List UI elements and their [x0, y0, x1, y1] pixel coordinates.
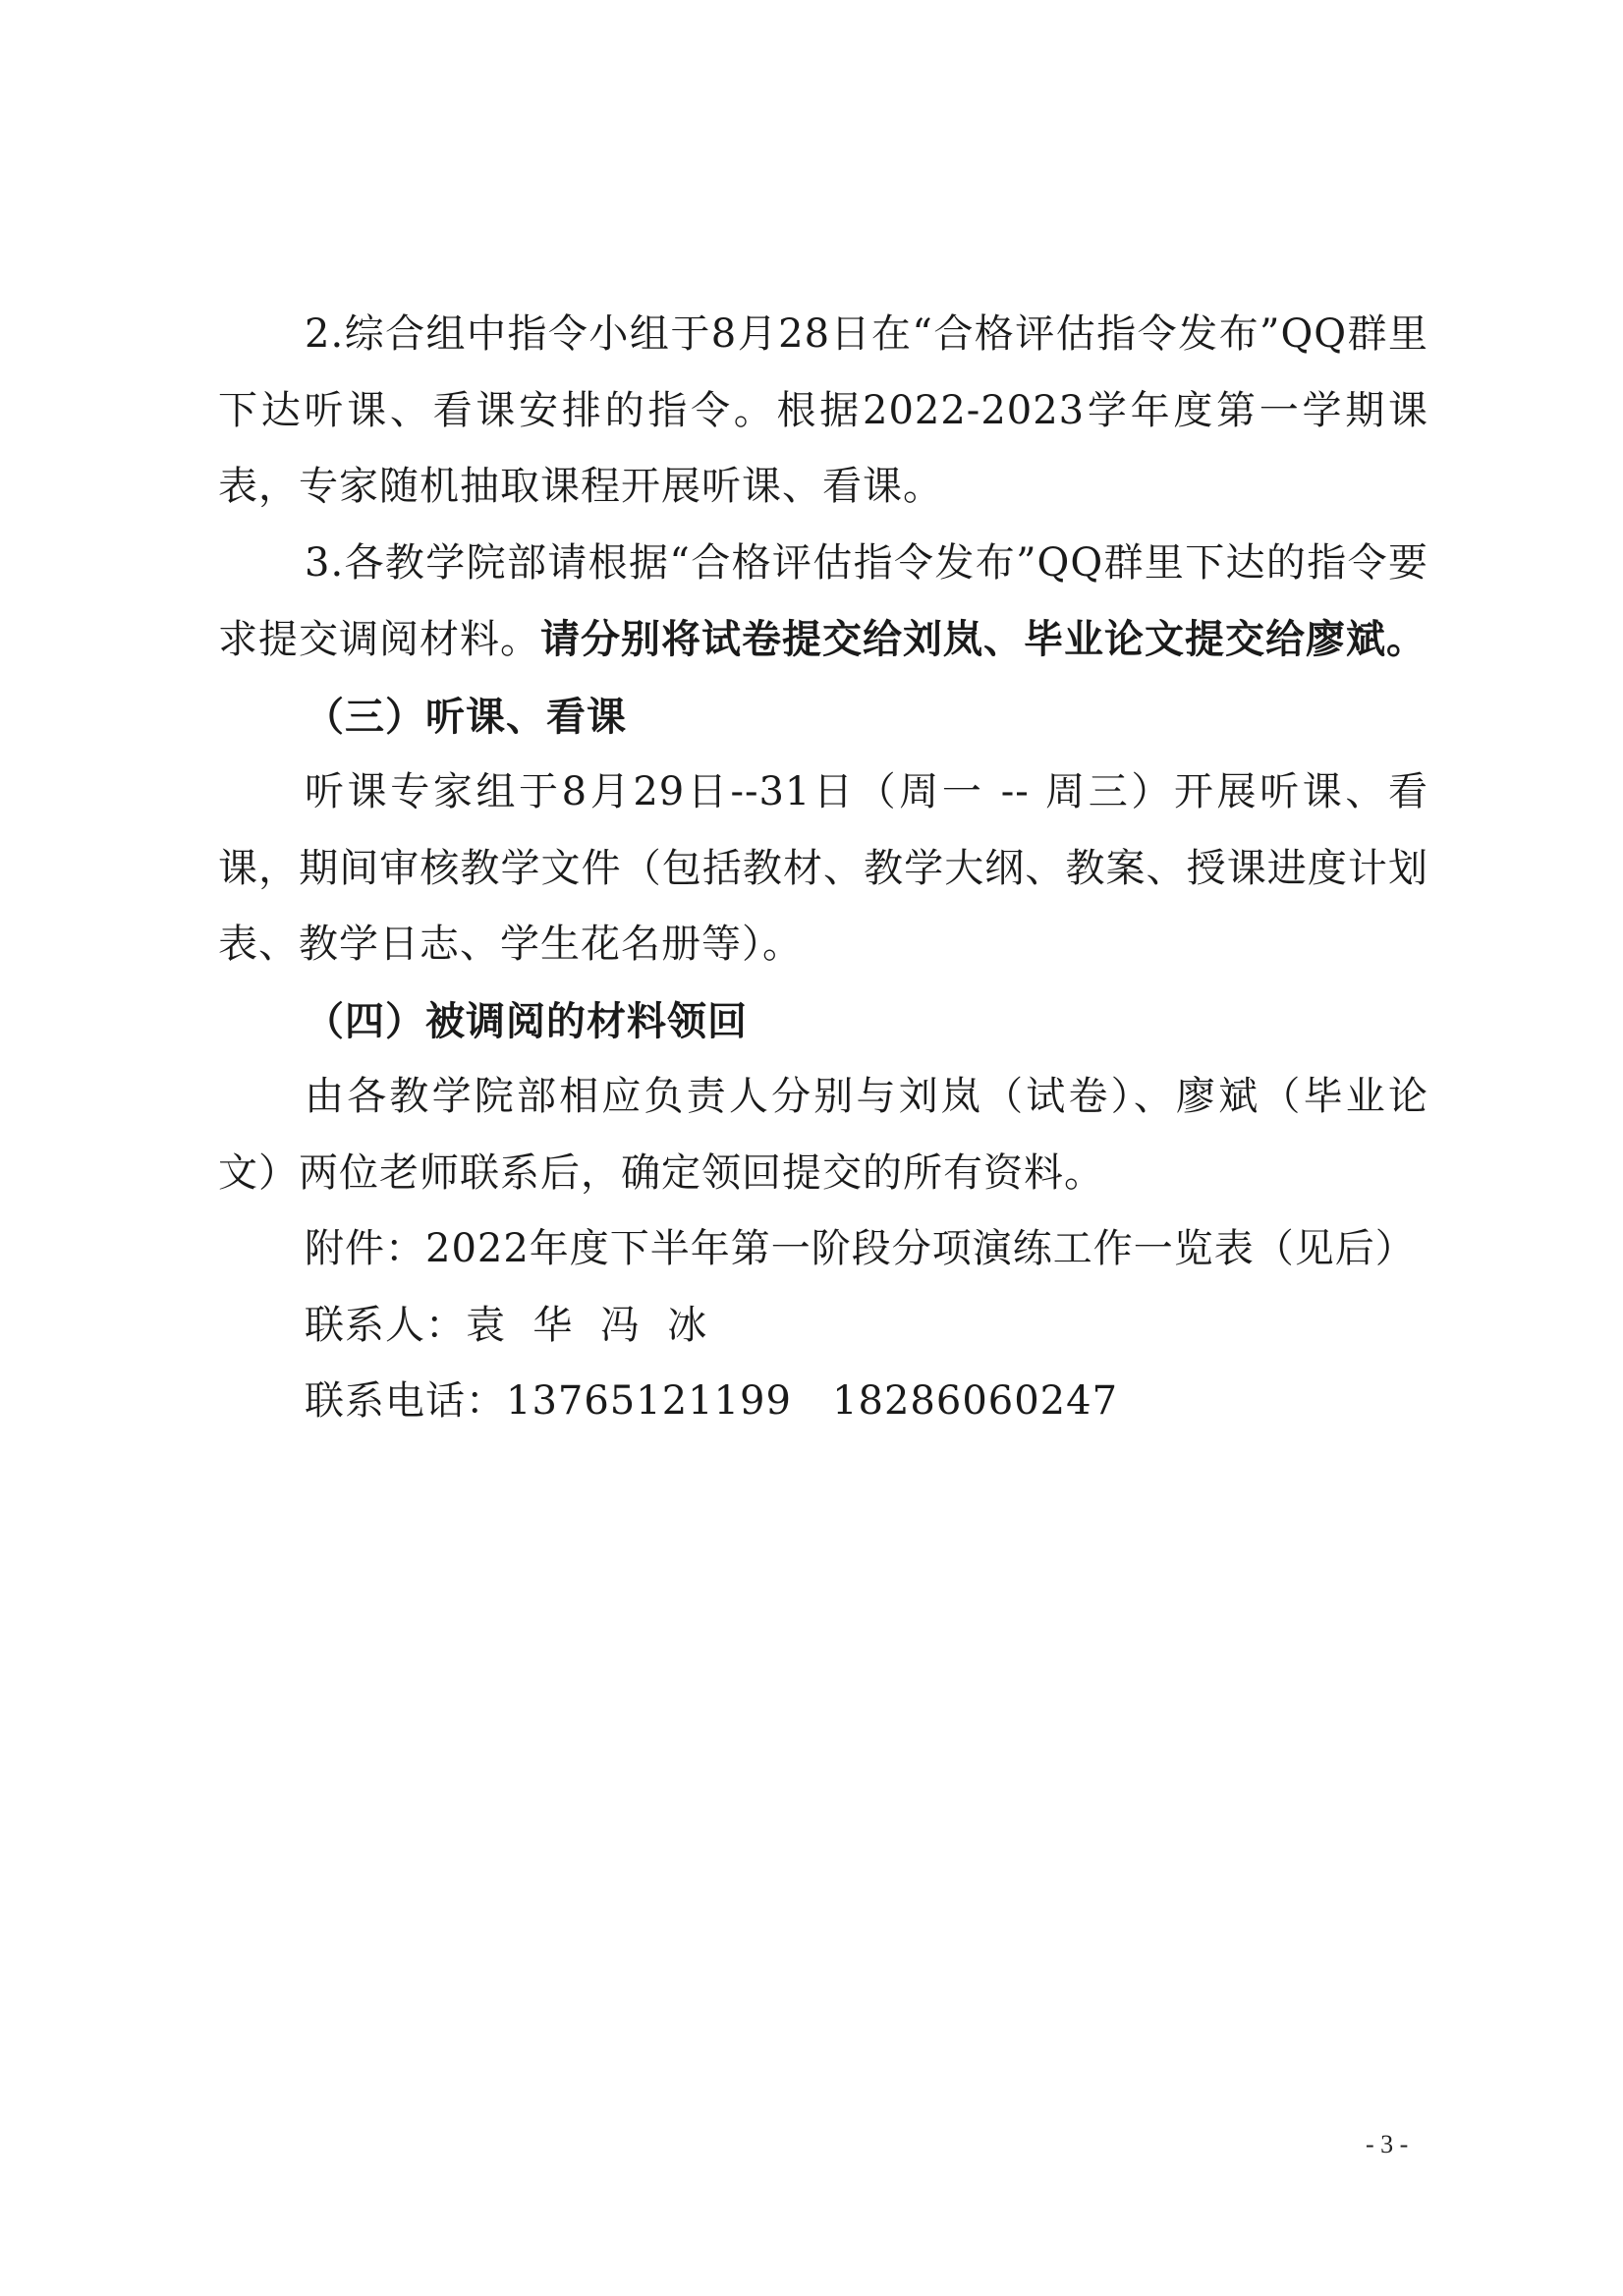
paragraph-material-submission-text: 3.各教学院部请根据“合格评估指令发布”QQ群里下达的指令要求提交调阅材料。	[218, 539, 1428, 662]
paragraph-instruction-group: 2.综合组中指令小组于8月28日在“合格评估指令发布”QQ群里下达听课、看课安排的指令。根据2022-2023学年度第一学期课表，专家随机抽取课程开展听课、看课。	[218, 311, 1428, 509]
contact-person: 联系人：袁 华 冯 冰	[305, 1302, 708, 1348]
section-heading-material-return: （四）被调阅的材料领回	[305, 997, 748, 1044]
section-heading-lecture-observation: （三）听课、看课	[305, 693, 627, 740]
contact-phone: 联系电话：13765121199 18286060247	[305, 1378, 1119, 1424]
paragraph-material-return: 由各教学院部相应负责人分别与刘岚（试卷）、廖斌（毕业论文）两位老师联系后，确定领回提交的所有资料。	[218, 1074, 1428, 1196]
paragraph-material-submission	[218, 526, 1428, 679]
page-number: - 3 -	[1366, 2130, 1409, 2158]
paragraph-attachment: 附件：2022年度下半年第一阶段分项演练工作一览表（见后）	[305, 1226, 1416, 1271]
paragraph-material-submission-emphasis: 请分别将试卷提交给刘岚、毕业论文提交给廖斌。	[540, 616, 1427, 662]
paragraph-lecture-observation: 听课专家组于8月29日--31日（周一 -- 周三）开展听课、看课，期间审核教学文件（包括教材、教学大纲、教案、授课进度计划表、教学日志、学生花名册等）。	[218, 769, 1428, 967]
document-body	[218, 297, 1428, 1440]
